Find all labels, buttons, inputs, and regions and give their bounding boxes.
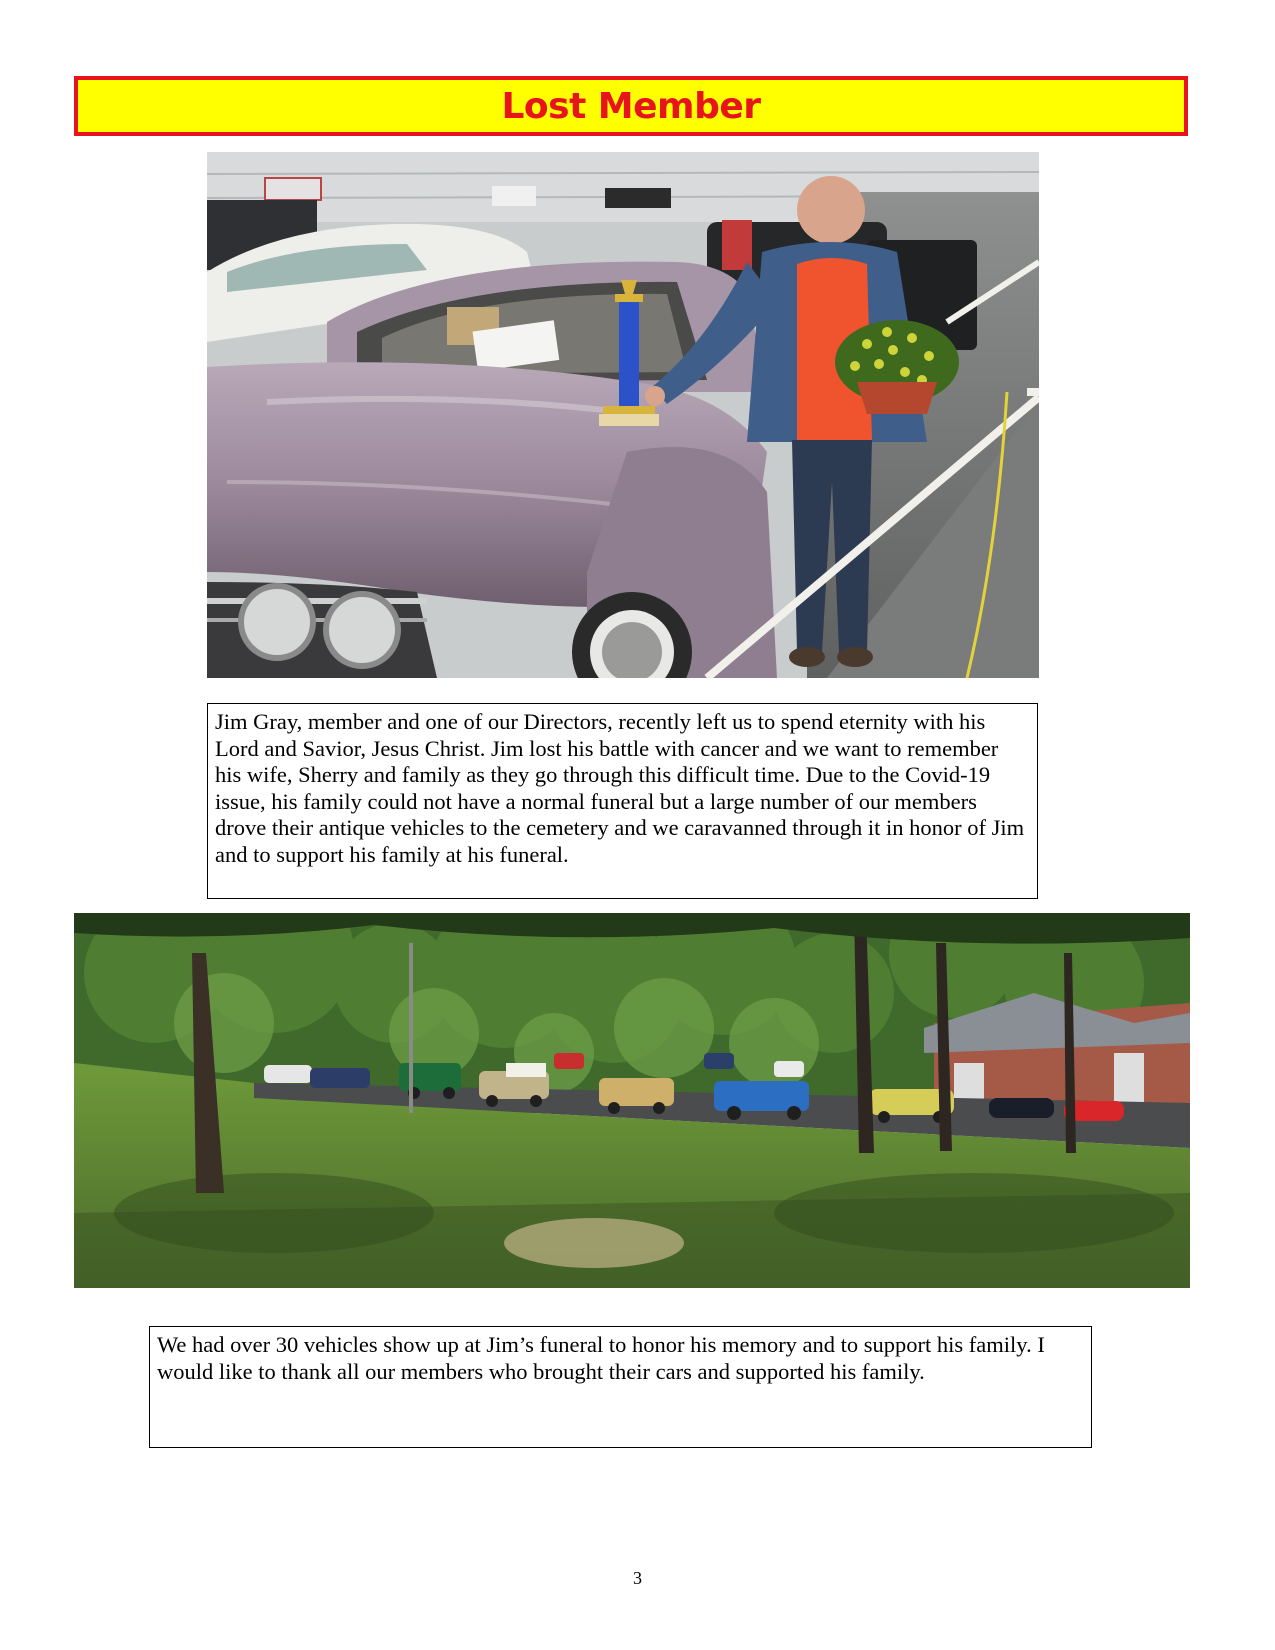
title-banner xyxy=(74,76,1188,136)
thanks-caption: We had over 30 vehicles show up at Jim’s funeral to honor his memory and to support his family. I would like to thank all our members who brought their cars and supported his family. xyxy=(149,1326,1092,1448)
funeral-caravan-photo xyxy=(74,913,1190,1288)
page-number: 3 xyxy=(633,1568,642,1588)
car-show-photo xyxy=(207,152,1039,678)
page-title: Lost Member xyxy=(501,85,761,127)
memorial-caption: Jim Gray, member and one of our Directors, recently left us to spend eternity with his Lord and Savior, Jesus Christ. Jim lost his battle with cancer and we want to remember his wife, Sherry and family as they go through this difficult time. Due to the Covid-19 issue, his family could not have a normal funeral but a large number of our members drove their antique vehicles to the cemetery and we caravanned through it in honor of Jim and to support his family at his funeral. xyxy=(207,703,1038,899)
